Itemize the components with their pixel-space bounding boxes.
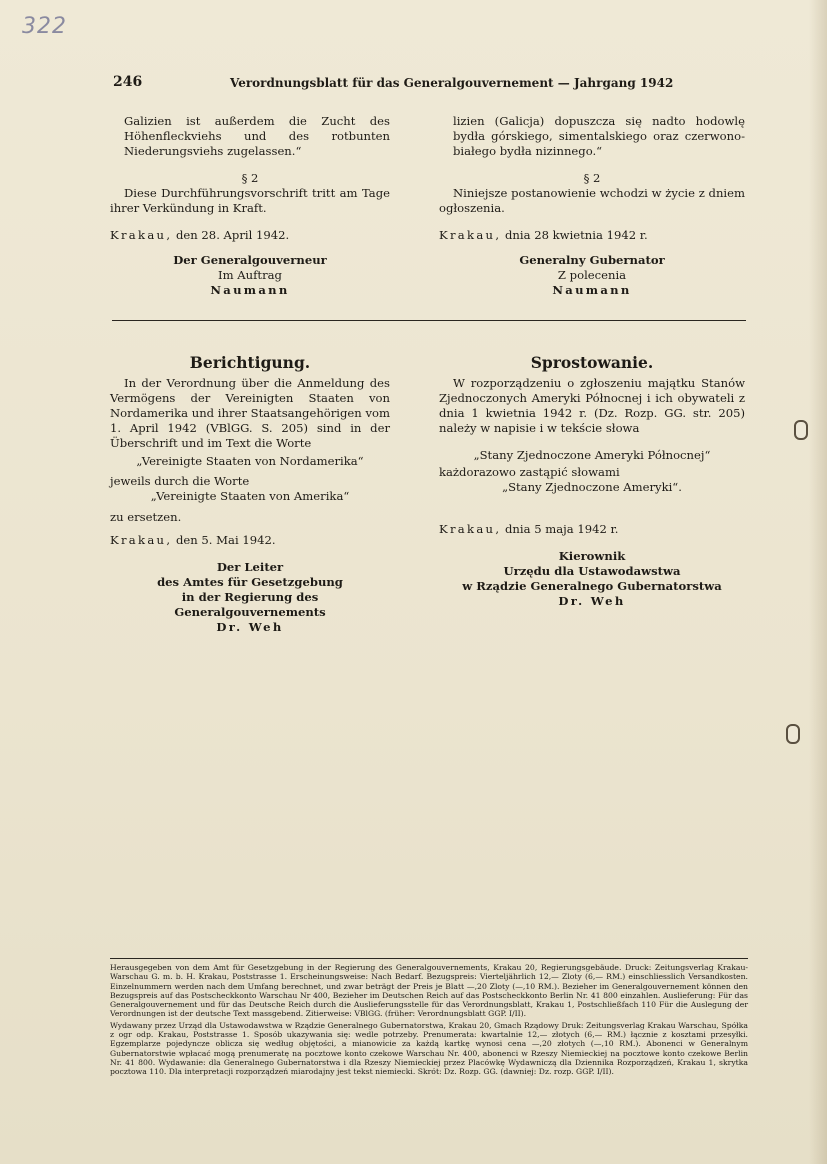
page-edge-shadow bbox=[809, 0, 827, 1164]
paragraph: lizien (Galicja) dopuszcza się nadto hodowlę bydła górskiego, simentalskiego oraz czerwono-białego bydła nizinnego.“ bbox=[453, 114, 745, 158]
paragraph: Galizien ist außerdem die Zucht des Höhenfleckviehs und des rotbunten Niederungsviehs zugelassen.“ bbox=[124, 114, 390, 158]
journal-title: Verordnungsblatt für das Generalgouvernement — Jahrgang 1942 bbox=[230, 76, 674, 90]
bottom-left-column bbox=[110, 355, 390, 635]
archive-mark: 322 bbox=[22, 14, 67, 39]
signature-name: Naumann bbox=[552, 283, 632, 297]
quote: „Vereinigte Staaten von Nordamerika“ bbox=[136, 454, 364, 468]
quote: „Stany Zjednoczone Ameryki Północnej“ bbox=[473, 448, 711, 462]
place-date: Krakau, den 28. April 1942. bbox=[110, 228, 290, 242]
signature-line: Z polecenia bbox=[557, 268, 627, 282]
paragraph: W rozporządzeniu o zgłoszeniu majątku Stanów Zjednoczonych Ameryki Północnej i ich obywateli z dnia 1 kwietnia 1942 r. (Dz. Rozp. GG. str. 205) należy w napisie i w tekście słowa bbox=[439, 376, 745, 435]
imprint-footer bbox=[110, 958, 748, 1079]
binding-clip-icon bbox=[794, 420, 808, 440]
place-date: Krakau, den 5. Mai 1942. bbox=[110, 533, 276, 547]
signature-line: in der Regierung des Generalgouvernements bbox=[174, 590, 326, 619]
page-number: 246 bbox=[113, 74, 143, 90]
place-date: Krakau, dnia 28 kwietnia 1942 r. bbox=[439, 228, 648, 242]
paragraph: zu ersetzen. bbox=[110, 510, 182, 524]
signature-title: Der Leiter bbox=[216, 560, 284, 574]
paragraph: Niniejsze postanowienie wchodzi w życie z dniem ogłoszenia. bbox=[439, 186, 745, 215]
section-number: § 2 bbox=[583, 171, 601, 185]
paragraph: Diese Durchführungsvorschrift tritt am Tage ihrer Verkündung in Kraft. bbox=[110, 186, 390, 215]
binding-clip-icon bbox=[786, 724, 800, 744]
quote: „Vereinigte Staaten von Amerika“ bbox=[150, 489, 350, 503]
imprint-german: Herausgegeben von dem Amt für Gesetzgebung in der Regierung des Generalgouvernements, Krakau 20, Regierungsgebäude. Druck: Zeitungsverlag Krakau-Warschau G. m. b. H. Krakau, Poststrasse 1. Erscheinungsweise: Nach Bedarf. Bezugspreis: Vierteljährlich 12,— Zloty (6,— RM.) einschliesslich Versandkosten. Einzelnummern werden nach dem Umfang berechnet, und zwar beträgt der Preis je Blatt —,20 Zloty (—,10 RM.). Bezieher im Generalgouvernement können den Bezugspreis auf das Postscheckkonto Warschau Nr 400, Bezieher im Deutschen Reich auf das Postscheckkonto Berlin Nr. 41 800 einzahlen. Auslieferung: Für das Generalgouvernement und für das Deutsche Reich durch die Auslieferungsstelle für das Verordnungsblatt, Krakau 1, Postschließfach 110 Für die Auslegung der Verordnungen ist der deutsche Text massgebend. Zitierweise: VBlGG. (früher: Verordnungsblatt GGP. I/II). bbox=[110, 963, 748, 1019]
imprint-polish: Wydawany przez Urząd dla Ustawodawstwa w Rządzie Generalnego Gubernatorstwa, Krakau 20, Gmach Rządowy Druk: Zeitungsverlag Krakau Warschau, Spółka z ogr odp. Krakau, Poststrasse 1. Sposób ukazywania się: wedle potrzeby. Prenumerata: kwartalnie 12,— złotych (6,— RM.) łącznie z kosztami przesyłki. Egzemplarze pojedyncze oblicza się według objętości, a mianowicie za każdą kartkę wynosi cena —,20 złotych (—,10 RM.). Abonenci w Generalnym Gubernatorstwie wpłacać mogą prenumeratę na pocztowe konto czekowe Warschau Nr. 400, abonenci w Rzeszy Niemieckiej na pocztowe konto czekowe Berlin Nr. 41 800. Wydawanie: dla Generalnego Gubernatorstwa i dla Rzeszy Niemieckiej przez Placówkę Wydawniczą dla Dziennika Rozporządzeń, Krakau 1, skrytka pocztowa 110. Dla interpretacji rozporządzeń miarodajny jest tekst niemiecki. Skrót: Dz. Rozp. GG. (dawniej: Dz. rozp. GGP. I/II). bbox=[110, 1020, 748, 1077]
section-number: § 2 bbox=[241, 171, 259, 185]
paragraph: każdorazowo zastąpić słowami bbox=[439, 465, 620, 479]
signature-title: Der Generalgouverneur bbox=[173, 253, 327, 267]
quote: „Stany Zjednoczone Ameryki“. bbox=[502, 480, 682, 494]
bottom-right-column bbox=[439, 355, 745, 609]
page-header bbox=[113, 74, 753, 94]
divider bbox=[112, 320, 746, 321]
signature-line: des Amtes für Gesetzgebung bbox=[157, 575, 343, 589]
signature-name: Naumann bbox=[210, 283, 290, 297]
signature-name: Dr. Weh bbox=[216, 620, 284, 634]
signature-line: w Rządzie Generalnego Gubernatorstwa bbox=[462, 579, 722, 593]
signature-title: Generalny Gubernator bbox=[519, 253, 665, 267]
place-date: Krakau, dnia 5 maja 1942 r. bbox=[439, 522, 619, 536]
signature-name: Dr. Weh bbox=[558, 594, 626, 608]
signature-line: Im Auftrag bbox=[218, 268, 282, 282]
paragraph: jeweils durch die Worte bbox=[110, 474, 250, 488]
signature-title: Kierownik bbox=[558, 549, 626, 563]
correction-title: Berichtigung. bbox=[189, 353, 311, 372]
signature-line: Urzędu dla Ustawodawstwa bbox=[503, 564, 681, 578]
correction-title: Sprostowanie. bbox=[530, 353, 654, 372]
top-right-column bbox=[439, 114, 745, 298]
top-left-column bbox=[110, 114, 390, 298]
paragraph: In der Verordnung über die Anmeldung des Vermögens der Vereinigten Staaten von Nordamerika und ihrer Staatsangehörigen vom 1. April 1942 (VBlGG. S. 205) sind in der Überschrift und im Text die Worte bbox=[110, 376, 390, 450]
